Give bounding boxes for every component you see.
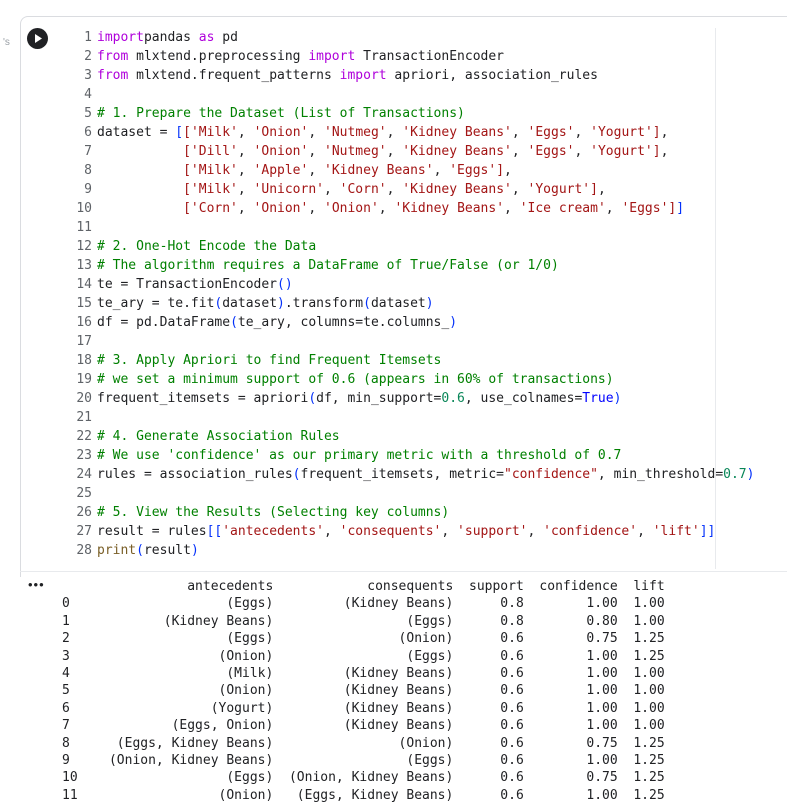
code-token: 'Eggs' (449, 163, 497, 178)
line-number: 27 (76, 524, 92, 539)
code-token: ] (496, 163, 505, 178)
output-row: 0 (Eggs) (Kidney Beans) 0.8 1.00 1.00 (62, 596, 665, 612)
code-token: 0.7 (723, 467, 747, 482)
code-token: [ (183, 163, 191, 178)
code-token: df = pd.DataFrame (97, 315, 231, 330)
code-line[interactable] (70, 256, 754, 275)
code-line[interactable] (70, 484, 754, 503)
output-row: 11 (Onion) (Eggs, Kidney Beans) 0.6 1.00 1.25 (62, 787, 665, 803)
code-token: 'Kidney Beans' (402, 182, 512, 197)
code-token: result = rules (97, 524, 207, 539)
code-token: , (237, 201, 254, 216)
code-token: ) (746, 467, 755, 482)
code-token: ] (590, 182, 598, 197)
code-token: , (574, 125, 591, 140)
play-icon (27, 28, 48, 49)
code-token: # 5. View the Results (Selecting key columns) (97, 505, 450, 520)
code-line[interactable] (70, 313, 754, 332)
code-token: ]] (699, 524, 716, 539)
code-token: , (511, 182, 528, 197)
code-line[interactable] (70, 332, 754, 351)
code-token: , use_colnames= (464, 391, 583, 406)
line-number: 4 (84, 87, 92, 102)
line-number: 24 (76, 467, 92, 482)
line-number: 12 (76, 239, 92, 254)
code-token: ) (425, 296, 434, 311)
code-token: import (339, 68, 387, 83)
code-token: 'Onion' (324, 201, 379, 216)
code-token: dataset = (97, 125, 176, 140)
code-line[interactable] (70, 351, 754, 370)
code-token: frequent_itemsets, metric= (300, 467, 504, 482)
code-token: 'Onion' (253, 125, 309, 140)
line-number: 25 (76, 486, 92, 501)
code-token (97, 201, 183, 216)
code-line[interactable] (70, 446, 754, 465)
code-token: # 2. One-Hot Encode the Data (97, 239, 317, 254)
code-token: , (386, 182, 403, 197)
code-line[interactable] (70, 275, 754, 294)
code-token: "confidence" (504, 467, 598, 482)
line-number: 22 (76, 429, 92, 444)
line-number: 8 (84, 163, 92, 178)
code-token: 'Apple' (253, 163, 309, 178)
code-token: ) (613, 391, 622, 406)
code-token: 'lift' (652, 524, 700, 539)
code-line[interactable] (70, 123, 754, 142)
code-token: 'Unicorn' (253, 182, 324, 197)
code-token: from (97, 49, 129, 64)
code-token: , (433, 163, 450, 178)
line-number: 14 (76, 277, 92, 292)
code-token: [ (183, 201, 191, 216)
output-separator (20, 571, 787, 572)
code-token: , (637, 524, 653, 539)
code-token: , (660, 125, 669, 140)
code-token: rules = association_rules (97, 467, 293, 482)
code-token: TransactionEncoder (355, 49, 505, 64)
code-line[interactable] (70, 47, 754, 66)
code-token: , (597, 182, 606, 197)
code-token (97, 163, 183, 178)
code-token: () (277, 277, 293, 292)
line-number: 26 (76, 505, 92, 520)
line-number: 3 (84, 68, 92, 83)
output-row: 2 (Eggs) (Onion) 0.6 0.75 1.25 (62, 631, 665, 647)
code-token: 'Milk' (190, 125, 238, 140)
code-token: result (143, 543, 191, 558)
code-token: , (237, 163, 254, 178)
code-token: 'Corn' (339, 182, 387, 197)
code-token: dataset (370, 296, 426, 311)
output-row: 7 (Eggs, Onion) (Kidney Beans) 0.6 1.00 1.00 (62, 718, 665, 734)
code-token: 'Nutmeg' (324, 125, 387, 140)
code-token: ( (230, 315, 238, 330)
code-token: , (237, 182, 254, 197)
output-row: 4 (Milk) (Kidney Beans) 0.6 1.00 1.00 (62, 666, 665, 682)
output-row: 8 (Eggs, Kidney Beans) (Onion) 0.6 0.75 1.25 (62, 735, 665, 751)
code-token: # we set a minimum support of 0.6 (appears in 60% of transactions) (97, 372, 614, 387)
code-token: as (198, 30, 215, 45)
code-token: 'Yogurt' (590, 144, 653, 159)
code-line[interactable] (70, 541, 754, 560)
code-token: [ (183, 125, 191, 140)
code-token (97, 182, 183, 197)
code-token: import (97, 30, 144, 45)
code-token (97, 144, 183, 159)
line-number: 21 (76, 410, 92, 425)
code-token: import (308, 49, 356, 64)
code-line[interactable] (70, 408, 754, 427)
code-line[interactable] (70, 370, 754, 389)
line-number: 2 (84, 49, 92, 64)
code-token: ] (676, 201, 685, 216)
code-token: ) (277, 296, 285, 311)
code-token: 'Milk' (190, 163, 238, 178)
code-token: 'Yogurt' (527, 182, 591, 197)
code-line[interactable] (70, 28, 754, 47)
code-token: 'confidence' (543, 524, 638, 539)
code-token: [[ (206, 524, 223, 539)
output-row: 9 (Onion, Kidney Beans) (Eggs) 0.6 1.00 1.25 (62, 753, 665, 769)
code-token: 'Milk' (190, 182, 238, 197)
code-token: pd (214, 30, 238, 45)
code-token: 'Ice cream' (519, 201, 606, 216)
line-number: 5 (84, 106, 92, 121)
code-token: # 1. Prepare the Dataset (List of Transactions) (97, 106, 465, 121)
line-number: 10 (76, 201, 92, 216)
code-token: , (527, 524, 544, 539)
output-header-row: antecedents consequents support confidence lift (62, 579, 665, 594)
code-token: , (308, 125, 325, 140)
code-token: 'consequents' (339, 524, 442, 539)
code-token: ( (292, 467, 301, 482)
code-token: 'Eggs' (527, 144, 575, 159)
code-token: from (97, 68, 129, 83)
code-line[interactable] (70, 199, 754, 218)
code-token: ( (308, 391, 317, 406)
output-row: 3 (Onion) (Eggs) 0.6 1.00 1.25 (62, 648, 665, 664)
code-token: 'Dill' (190, 144, 238, 159)
code-token: [ (183, 182, 191, 197)
code-token: , (504, 201, 520, 216)
code-line[interactable] (70, 294, 754, 313)
code-token: te = TransactionEncoder (97, 277, 278, 292)
output-menu-button[interactable]: ••• (28, 577, 45, 592)
output-row: 1 (Kidney Beans) (Eggs) 0.8 0.80 1.00 (62, 613, 665, 629)
code-token: [ (175, 125, 184, 140)
code-token: , (386, 144, 403, 159)
code-token: , (237, 144, 254, 159)
code-token: 'Kidney Beans' (394, 201, 505, 216)
code-token: 'Onion' (253, 144, 309, 159)
code-line[interactable] (70, 180, 754, 199)
code-token: ( (363, 296, 371, 311)
code-token: frequent_itemsets = apriori (97, 391, 309, 406)
code-token: # The algorithm requires a DataFrame of True/False (or 1/0) (97, 258, 559, 273)
code-token: , (660, 144, 669, 159)
code-token: True (582, 391, 614, 406)
code-line[interactable] (70, 389, 754, 408)
code-token: , (511, 125, 528, 140)
code-token: ( (214, 296, 223, 311)
line-number: 1 (84, 30, 92, 45)
line-number: 20 (76, 391, 92, 406)
output-row: 10 (Eggs) (Onion, Kidney Beans) 0.6 0.75 1.25 (62, 770, 665, 786)
code-token: , (237, 125, 254, 140)
line-number: 9 (84, 182, 92, 197)
code-token: , min_threshold= (597, 467, 724, 482)
code-token: apriori, association_rules (386, 68, 598, 83)
code-line[interactable] (70, 66, 754, 85)
line-number: 17 (76, 334, 92, 349)
code-token: te_ary, columns=te.columns_ (237, 315, 450, 330)
line-number: 13 (76, 258, 92, 273)
code-line[interactable] (70, 161, 754, 180)
code-token: , (504, 163, 512, 178)
code-line[interactable] (70, 218, 754, 237)
code-token: , (378, 201, 395, 216)
code-token: # We use 'confidence' as our primary metric with a threshold of 0.7 (97, 448, 622, 463)
line-number: 6 (84, 125, 92, 140)
code-line[interactable] (70, 465, 754, 484)
code-token: # 4. Generate Association Rules (97, 429, 340, 444)
code-token: mlxtend.frequent_patterns (128, 68, 340, 83)
code-token: , (308, 201, 324, 216)
line-number: 18 (76, 353, 92, 368)
line-number: 28 (76, 543, 92, 558)
code-token: 'Kidney Beans' (324, 163, 434, 178)
code-token: 'Kidney Beans' (402, 144, 512, 159)
code-token: , (308, 144, 324, 159)
run-cell-button[interactable] (27, 28, 48, 49)
line-number: 19 (76, 372, 92, 387)
code-token: , (605, 201, 622, 216)
code-line[interactable] (70, 237, 754, 256)
code-line[interactable] (70, 427, 754, 446)
code-token: mlxtend.preprocessing (128, 49, 309, 64)
code-token: pandas (143, 30, 199, 45)
code-token: te_ary = te.fit (97, 296, 215, 311)
code-token: , (574, 144, 591, 159)
code-token: , (441, 524, 458, 539)
code-token: , (323, 524, 340, 539)
code-token: print (97, 543, 137, 558)
cell-output (62, 578, 665, 804)
code-token: , (324, 182, 340, 197)
code-token: ) (190, 543, 199, 558)
line-number: 16 (76, 315, 92, 330)
code-token: 'support' (457, 524, 528, 539)
code-token: ) (449, 315, 458, 330)
code-token: 'Onion' (253, 201, 309, 216)
code-token: 0.6 (441, 391, 465, 406)
code-token: , (386, 125, 403, 140)
code-line[interactable] (70, 142, 754, 161)
code-token: , (308, 163, 324, 178)
code-token: 'Kidney Beans' (402, 125, 512, 140)
line-number: 15 (76, 296, 92, 311)
code-line[interactable] (70, 522, 754, 541)
code-token: 'antecedents' (222, 524, 324, 539)
code-token: df, min_support= (316, 391, 442, 406)
code-token: ] (668, 201, 677, 216)
output-row: 5 (Onion) (Kidney Beans) 0.6 1.00 1.00 (62, 683, 665, 699)
code-token: ] (652, 125, 661, 140)
code-token: # 3. Apply Apriori to find Frequent Itemsets (97, 353, 442, 368)
code-token: .transform (284, 296, 364, 311)
code-token: [ (183, 144, 191, 159)
line-number: 23 (76, 448, 92, 463)
code-editor[interactable] (70, 28, 754, 560)
left-stub-text: 's (3, 37, 10, 48)
code-token: 'Eggs' (527, 125, 575, 140)
output-row: 6 (Yogurt) (Kidney Beans) 0.6 1.00 1.00 (62, 700, 665, 716)
code-token: 'Corn' (190, 201, 238, 216)
code-token: , (511, 144, 528, 159)
code-token: ] (652, 144, 661, 159)
code-line[interactable] (70, 104, 754, 123)
code-token: ( (136, 543, 144, 558)
code-line[interactable] (70, 85, 754, 104)
code-line[interactable] (70, 503, 754, 522)
code-token: dataset (222, 296, 278, 311)
code-token: 'Yogurt' (590, 125, 653, 140)
code-token: 'Nutmeg' (324, 144, 387, 159)
code-token: 'Eggs' (621, 201, 669, 216)
line-number: 11 (76, 220, 92, 235)
line-number: 7 (84, 144, 92, 159)
